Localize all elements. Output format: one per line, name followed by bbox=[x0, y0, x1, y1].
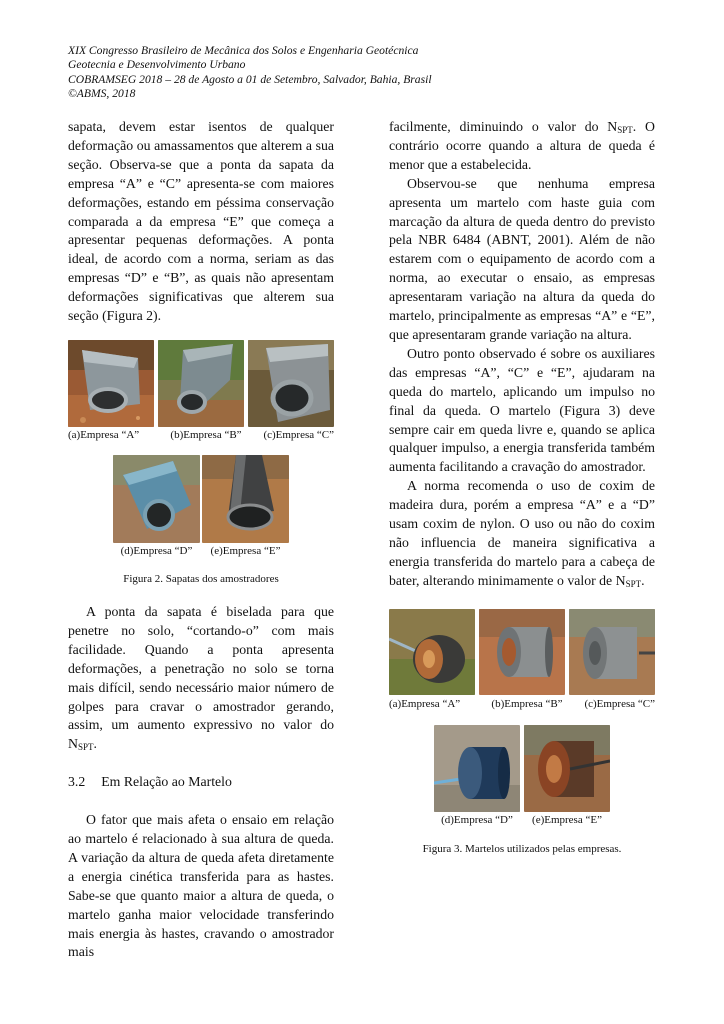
figure-2-captions-1 bbox=[68, 429, 334, 442]
section-number: 3.2 bbox=[68, 774, 86, 790]
figure-3-captions-2 bbox=[389, 814, 655, 827]
caption-a: (a)Empresa “A” bbox=[68, 428, 140, 441]
paragraph: O fator que mais afeta o ensaio em relação ao martelo é relacionado à sua altura de queda. A variação da altura de queda afeta diretamente a energia cinética transferida para as hastes. Sabe-se que quanto maior a altura de queda, o martelo ganha maior velocidade transferindo mais energia às hastes, cravando o amostrador mais bbox=[68, 812, 334, 960]
photo-hammer-d bbox=[434, 725, 520, 812]
figure-2-row-2 bbox=[68, 455, 334, 543]
paragraph: A ponta da sapata é biselada para que penetre no solo, “cortando-o” com mais facilidade. Quando a ponta apresenta deformações, a penetração no solo se torna mais difícil, sendo necessário maior número de golpes para cravar o amostrador gerando, assim, um aumento expressivo no valor do $N_{SPT}$. bbox=[68, 603, 334, 753]
header-event: COBRAMSEG 2018 – 28 de Agosto a 01 de Setembro, Salvador, Bahia, Brasil bbox=[68, 72, 432, 86]
photo-hammer-c bbox=[569, 609, 655, 695]
header-conference: XIX Congresso Brasileiro de Mecânica dos Solos e Engenharia Geotécnica bbox=[68, 44, 419, 57]
caption-d: (d)Empresa “D” bbox=[120, 544, 193, 557]
section-title: Em Relação ao Martelo bbox=[101, 774, 232, 790]
caption-d: (d)Empresa “D” bbox=[441, 813, 513, 826]
caption-a: (a)Empresa “A” bbox=[389, 697, 461, 710]
photo-sampler-a bbox=[68, 340, 154, 427]
paragraph: facilmente, diminuindo o valor do $N_{SPT}$. O contrário ocorre quando a altura de queda é menor que a estabelecida. bbox=[389, 119, 655, 172]
left-column bbox=[68, 118, 334, 962]
caption-c: (c)Empresa “C” bbox=[263, 428, 334, 441]
paragraph: Outro ponto observado é sobre os auxiliares das empresas “A”, “C” e “E”, ajudaram na queda do martelo, aplicando um impulso no final da queda. O martelo (Figura 3) deve sempre cair em queda livre e, quando se aplica qualquer impulso, a energia transferida também aumenta facilitando a cravação do amostrador. bbox=[389, 345, 655, 475]
paragraph: A norma recomenda o uso de coxim de madeira dura, porém a empresa “A” e a “D” usam coxim de nylon. O uso ou não do coxim não influencia de maneira significativa a energia transferida do martelo para a cabeça de bater, alterando minimamente o valor de $N_{SPT}$. bbox=[389, 478, 655, 589]
figure-2-title: Figura 2. Sapatas dos amostradores bbox=[123, 572, 279, 585]
photo-sampler-e bbox=[202, 455, 289, 543]
figure-2-row-1 bbox=[68, 340, 334, 427]
figure-2-captions-2 bbox=[68, 545, 334, 558]
section-heading bbox=[68, 773, 334, 792]
caption-e: (e)Empresa “E” bbox=[210, 544, 281, 557]
photo-sampler-c bbox=[248, 340, 334, 427]
figure-3-row-2 bbox=[389, 725, 655, 812]
caption-b: (b)Empresa “B” bbox=[491, 697, 563, 710]
figure-3-captions-1 bbox=[389, 698, 655, 711]
figure-3-title: Figura 3. Martelos utilizados pelas empresas. bbox=[422, 842, 622, 855]
photo-hammer-b bbox=[479, 609, 565, 695]
photo-hammer-a bbox=[389, 609, 475, 695]
paragraph: Observou-se que nenhuma empresa apresenta um martelo com haste guia com marcação da altura de queda dentro do previsto pela NBR 6484 (ABNT, 2001). Além de não estarem com o equipamento de acordo com a norma, ao executar o ensaio, as empresas apresentaram variação na altura da queda do martelo, principalmente as empresas “A” e “E”, que apresentaram grande variação na altura. bbox=[389, 175, 655, 342]
photo-sampler-d bbox=[113, 455, 200, 543]
figure-3 bbox=[389, 609, 655, 856]
photo-sampler-b bbox=[158, 340, 244, 427]
header-copyright: ©ABMS, 2018 bbox=[68, 87, 136, 101]
page-header bbox=[68, 44, 668, 102]
caption-e: (e)Empresa “E” bbox=[532, 813, 602, 826]
caption-b: (b)Empresa “B” bbox=[170, 428, 242, 441]
header-theme: Geotecnia e Desenvolvimento Urbano bbox=[68, 58, 246, 72]
figure-2 bbox=[68, 340, 334, 586]
figure-3-row-1 bbox=[389, 609, 655, 695]
right-column bbox=[389, 118, 655, 856]
photo-hammer-e bbox=[524, 725, 610, 812]
paragraph: sapata, devem estar isentos de qualquer deformação ou amassamentos que alterem a sua seção. Observa-se que a ponta da sapata da empresa “A” e “C” apresenta-se com maiores deformações, estando em péssima conservação comparada a da empresa “E” que começa a apresentar pequenas deformações. A ponta ideal, de acordo com a norma, seriam as das empresas “D” e “B”, as quais não apresentam deformações significativas que alterem sua seção (Figura 2). bbox=[68, 119, 334, 324]
caption-c: (c)Empresa “C” bbox=[584, 697, 655, 710]
